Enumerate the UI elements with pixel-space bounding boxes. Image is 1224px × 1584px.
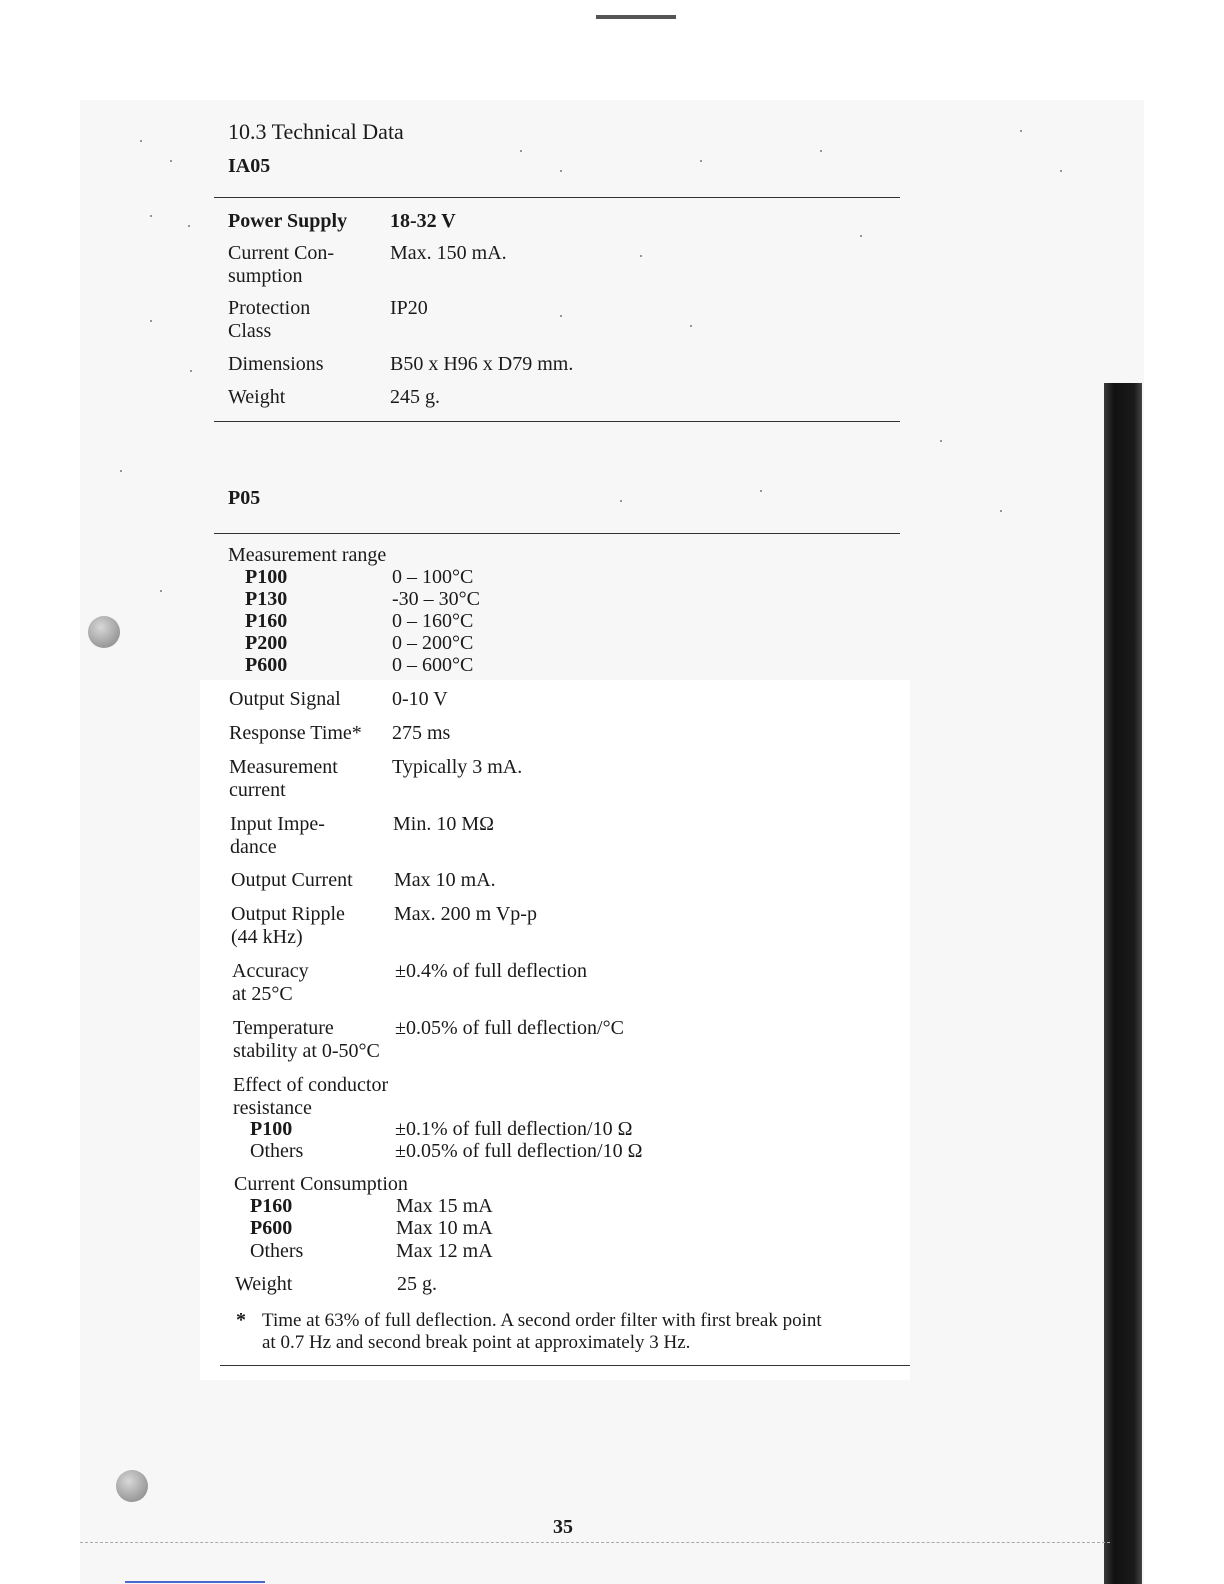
- scan-speck: [560, 315, 562, 317]
- p05-consumption-value: Max 15 mA: [396, 1195, 493, 1217]
- bottom-blue-line: [125, 1581, 265, 1583]
- p05-weight-value: 25 g.: [397, 1273, 437, 1295]
- p05-current-consumption-label: Current Consumption: [234, 1173, 408, 1195]
- p05-conductor-value: ±0.1% of full deflection/10 Ω: [395, 1118, 633, 1140]
- scan-speck: [188, 225, 190, 227]
- p05-input-impedance-value: Min. 10 MΩ: [393, 813, 494, 835]
- ia05-value-protection: IP20: [390, 297, 428, 319]
- p05-output-current-label: Output Current: [231, 869, 353, 891]
- p05-conductor-model: P100: [250, 1118, 293, 1140]
- p05-temperature-stability-label: Temperature: [233, 1017, 334, 1039]
- ia05-label-current-consumption: Current Con-: [228, 242, 335, 264]
- ia05-value-dimensions: B50 x H96 x D79 mm.: [390, 353, 574, 375]
- p05-title: P05: [228, 487, 261, 509]
- scan-speck: [160, 590, 162, 592]
- scan-speck: [940, 440, 942, 442]
- p05-conductor-resistance-label-2: resistance: [233, 1097, 312, 1119]
- p05-input-impedance-label: Input Impe-: [230, 813, 325, 835]
- scan-speck: [1020, 130, 1022, 132]
- p05-range-model: P200: [245, 632, 288, 654]
- p05-consumption-value: Max 10 mA: [396, 1217, 493, 1239]
- footnote-marker: *: [236, 1309, 246, 1331]
- scan-speck: [150, 215, 152, 217]
- p05-response-time-label: Response Time*: [229, 722, 362, 744]
- p05-measurement-current-label: Measurement: [229, 756, 338, 778]
- p05-conductor-value: ±0.05% of full deflection/10 Ω: [395, 1140, 643, 1162]
- page-number: 35: [549, 1516, 577, 1539]
- scan-speck: [700, 160, 702, 162]
- p05-conductor-resistance-label: Effect of conductor: [233, 1074, 389, 1096]
- p05-range-value: 0 – 100°C: [392, 566, 474, 588]
- p05-range-value: 0 – 160°C: [392, 610, 474, 632]
- footnote-line-1: Time at 63% of full deflection. A second order filter with first break point: [262, 1310, 822, 1331]
- p05-output-ripple-value: Max. 200 m Vp-p: [394, 903, 537, 925]
- ia05-label-protection: Protection: [228, 297, 311, 319]
- ia05-label-weight: Weight: [228, 386, 286, 408]
- p05-range-model: P130: [245, 588, 288, 610]
- p05-output-signal-value: 0-10 V: [392, 688, 448, 710]
- p05-accuracy-value: ±0.4% of full deflection: [395, 960, 588, 982]
- p05-bottom-rule: [220, 1365, 910, 1366]
- scan-speck: [860, 235, 862, 237]
- p05-range-value: 0 – 200°C: [392, 632, 474, 654]
- scan-speck: [1060, 170, 1062, 172]
- ia05-label-power-supply: Power Supply: [228, 210, 348, 232]
- scan-speck: [560, 170, 562, 172]
- ia05-value-power-supply: 18-32 V: [390, 210, 456, 232]
- p05-temperature-stability-label-2: stability at 0-50°C: [233, 1040, 380, 1062]
- binding-edge-shadow: [1104, 383, 1142, 1584]
- p05-range-model: P100: [245, 566, 288, 588]
- p05-range-model: P160: [245, 610, 288, 632]
- ia05-value-weight: 245 g.: [390, 386, 440, 408]
- scan-speck: [690, 325, 692, 327]
- p05-consumption-model: P600: [250, 1217, 293, 1239]
- punch-hole-icon: [116, 1470, 148, 1502]
- p05-response-time-value: 275 ms: [392, 722, 451, 744]
- ia05-label-dimensions: Dimensions: [228, 353, 324, 375]
- top-scan-mark: [596, 15, 676, 19]
- p05-consumption-value: Max 12 mA: [396, 1240, 493, 1262]
- scan-speck: [150, 320, 152, 322]
- p05-range-value: 0 – 600°C: [392, 654, 474, 676]
- ia05-value-current-consumption: Max. 150 mA.: [390, 242, 507, 264]
- punch-hole-icon: [88, 616, 120, 648]
- footnote-line-2: at 0.7 Hz and second break point at approximately 3 Hz.: [262, 1332, 691, 1353]
- scan-speck: [820, 150, 822, 152]
- p05-input-impedance-label-2: dance: [230, 836, 277, 858]
- p05-temperature-stability-value: ±0.05% of full deflection/°C: [395, 1017, 624, 1039]
- p05-consumption-model: Others: [250, 1240, 304, 1262]
- p05-weight-label: Weight: [235, 1273, 293, 1295]
- p05-measurement-current-label-2: current: [229, 779, 286, 801]
- scan-speck: [140, 140, 142, 142]
- scan-speck: [640, 255, 642, 257]
- scan-speck: [620, 500, 622, 502]
- ia05-label-current-consumption-2: sumption: [228, 265, 303, 287]
- p05-accuracy-label: Accuracy: [232, 960, 309, 982]
- p05-measurement-current-value: Typically 3 mA.: [392, 756, 523, 778]
- p05-range-value: -30 – 30°C: [392, 588, 480, 610]
- scan-speck: [120, 470, 122, 472]
- p05-accuracy-label-2: at 25°C: [232, 983, 293, 1005]
- p05-top-rule: [214, 533, 900, 534]
- p05-consumption-model: P160: [250, 1195, 293, 1217]
- ia05-label-protection-2: Class: [228, 320, 272, 342]
- p05-conductor-model: Others: [250, 1140, 304, 1162]
- section-heading: 10.3 Technical Data: [228, 119, 404, 144]
- p05-output-ripple-label-2: (44 kHz): [231, 926, 303, 948]
- ia05-top-rule: [214, 197, 900, 198]
- ia05-bottom-rule: [214, 421, 900, 422]
- ia05-title: IA05: [228, 155, 271, 177]
- p05-range-model: P600: [245, 654, 288, 676]
- scan-speck: [190, 370, 192, 372]
- scan-speck: [1000, 510, 1002, 512]
- scan-speck: [760, 490, 762, 492]
- p05-output-signal-label: Output Signal: [229, 688, 341, 710]
- p05-measurement-range-label: Measurement range: [228, 544, 387, 566]
- p05-output-current-value: Max 10 mA.: [394, 869, 496, 891]
- footer-dash-line: [80, 1542, 1110, 1543]
- p05-output-ripple-label: Output Ripple: [231, 903, 345, 925]
- scan-speck: [520, 150, 522, 152]
- scan-speck: [170, 160, 172, 162]
